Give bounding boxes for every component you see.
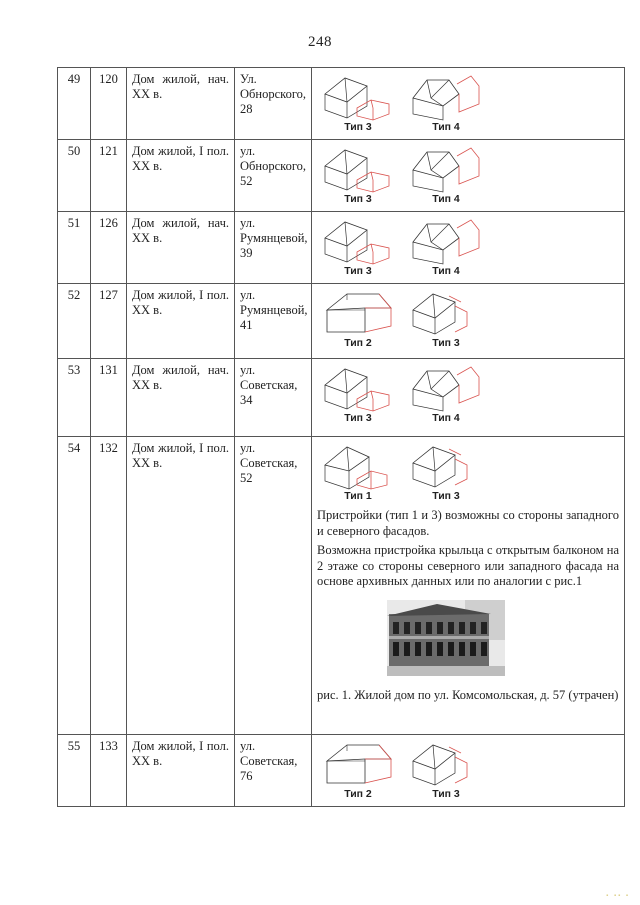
type-label: Тип 4 — [432, 193, 460, 205]
extension-types-cell — [312, 359, 625, 437]
house-sketch-icon — [321, 739, 395, 802]
figure-caption: рис. 1. Жилой дом по ул. Комсомольская, д. 57 (утрачен) — [317, 687, 619, 702]
type-label: Тип 3 — [344, 121, 372, 133]
object-description: Дом жилой, нач. XX в. — [127, 359, 235, 437]
registry-number: 120 — [91, 68, 127, 140]
table-row — [58, 212, 625, 284]
house-sketch-icon — [409, 739, 483, 802]
historic-house-photo — [387, 600, 619, 680]
type-label: Тип 4 — [432, 412, 460, 424]
type-sketches — [317, 739, 619, 802]
registry-number: 127 — [91, 284, 127, 359]
row-index: 55 — [58, 735, 91, 807]
extension-types-cell — [312, 68, 625, 140]
house-sketch-icon — [321, 144, 395, 207]
type-label: Тип 3 — [432, 490, 460, 502]
table-row — [58, 437, 625, 735]
extension-types-cell — [312, 212, 625, 284]
type-label: Тип 4 — [432, 121, 460, 133]
extension-types-cell — [312, 735, 625, 807]
extension-types-cell — [312, 284, 625, 359]
object-address: ул. Румянцевой, 39 — [235, 212, 312, 284]
type-sketches — [317, 363, 619, 426]
house-sketch-icon — [409, 288, 483, 351]
row-index: 52 — [58, 284, 91, 359]
object-address: ул. Советская, 34 — [235, 359, 312, 437]
extension-types-cell — [312, 140, 625, 212]
extension-types-cell — [312, 437, 625, 735]
house-sketch-icon — [409, 216, 483, 279]
table-row — [58, 735, 625, 807]
row-index: 50 — [58, 140, 91, 212]
type-label: Тип 2 — [344, 788, 372, 800]
row-index: 51 — [58, 212, 91, 284]
table-row — [58, 359, 625, 437]
object-description: Дом жилой, нач. XX в. — [127, 68, 235, 140]
type-label: Тип 4 — [432, 265, 460, 277]
page-number: 248 — [308, 34, 332, 50]
scan-mark: ▪ ▪▪ ▪ — [606, 893, 630, 899]
type-sketches — [317, 288, 619, 351]
type-label: Тип 3 — [344, 193, 372, 205]
object-description: Дом жилой, нач. XX в. — [127, 212, 235, 284]
object-address: ул. Советская, 76 — [235, 735, 312, 807]
object-description: Дом жилой, I пол. XX в. — [127, 735, 235, 807]
type-label: Тип 3 — [344, 412, 372, 424]
row-index: 49 — [58, 68, 91, 140]
house-sketch-icon — [321, 441, 395, 504]
registry-number: 133 — [91, 735, 127, 807]
row-index: 54 — [58, 437, 91, 735]
type-label: Тип 3 — [344, 265, 372, 277]
house-sketch-icon — [321, 363, 395, 426]
type-sketches — [317, 441, 619, 504]
registry-number: 126 — [91, 212, 127, 284]
type-sketches — [317, 216, 619, 279]
house-sketch-icon — [409, 72, 483, 135]
object-address: Ул. Обнорского, 28 — [235, 68, 312, 140]
house-sketch-icon — [321, 72, 395, 135]
table-row — [58, 140, 625, 212]
house-sketch-icon — [409, 441, 483, 504]
registry-number: 131 — [91, 359, 127, 437]
type-label: Тип 3 — [432, 337, 460, 349]
heritage-registry-table — [57, 67, 625, 807]
type-sketches — [317, 72, 619, 135]
row-index: 53 — [58, 359, 91, 437]
table-row — [58, 284, 625, 359]
house-sketch-icon — [321, 216, 395, 279]
object-address: ул. Румянцевой, 41 — [235, 284, 312, 359]
object-description: Дом жилой, I пол. XX в. — [127, 284, 235, 359]
house-sketch-icon — [321, 288, 395, 351]
type-label: Тип 3 — [432, 788, 460, 800]
extension-note: Пристройки (тип 1 и 3) возможны со стороны западного и северного фасадов. — [317, 508, 619, 538]
type-label: Тип 1 — [344, 490, 372, 502]
house-sketch-icon — [409, 144, 483, 207]
object-address: ул. Советская, 52 — [235, 437, 312, 735]
object-description: Дом жилой, I пол. XX в. — [127, 140, 235, 212]
extension-note: Возможна пристройка крыльца с открытым балконом на 2 этаже со стороны северного или западного фасада на основе архивных данных или по аналогии с рис.1 — [317, 543, 619, 588]
registry-number: 121 — [91, 140, 127, 212]
registry-number: 132 — [91, 437, 127, 735]
object-description: Дом жилой, I пол. XX в. — [127, 437, 235, 735]
table-row — [58, 68, 625, 140]
type-sketches — [317, 144, 619, 207]
type-label: Тип 2 — [344, 337, 372, 349]
house-sketch-icon — [409, 363, 483, 426]
object-address: ул. Обнорского, 52 — [235, 140, 312, 212]
